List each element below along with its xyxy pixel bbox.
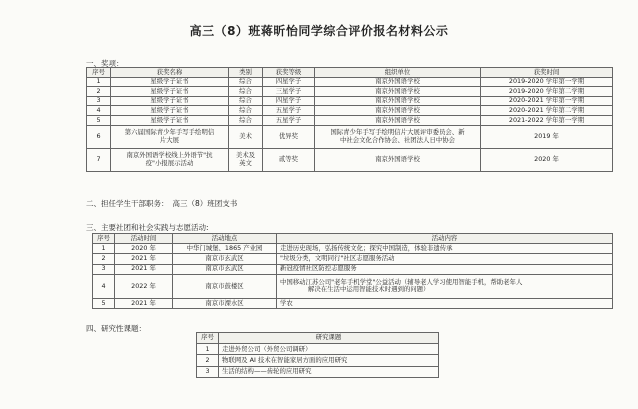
- activity-place: 中华门城堡、1865 产业园: [173, 244, 277, 254]
- cadre-value: 高三（8）班团支书: [172, 199, 238, 208]
- award-category-line: 英文: [239, 158, 252, 167]
- award-time: 2020 年: [481, 148, 613, 171]
- table-row: [197, 344, 439, 355]
- research-table: [196, 332, 439, 378]
- award-name: 星级学子证书: [111, 96, 229, 106]
- activity-content: "垃圾分类，文明同行"社区志愿服务活动: [277, 254, 613, 264]
- research-topic: 生活的结构——齿轮的应用研究: [219, 366, 439, 377]
- col-header: 序号: [87, 68, 111, 78]
- col-header: 研究课题: [219, 333, 439, 344]
- table-row: [87, 115, 613, 125]
- col-header: 组织单位: [315, 68, 481, 78]
- award-no: 3: [87, 96, 111, 106]
- research-no: 2: [197, 355, 219, 366]
- award-no: 1: [87, 77, 111, 87]
- table-row: [93, 298, 613, 308]
- award-level: 四星学子: [263, 96, 315, 106]
- award-time: 2019 年: [481, 125, 613, 148]
- award-time: 2019-2020 学年第一学期: [481, 77, 613, 87]
- table-row: [197, 355, 439, 366]
- research-no: 1: [197, 344, 219, 355]
- award-level: 五星学子: [263, 106, 315, 116]
- award-level: 三星学子: [263, 87, 315, 97]
- award-org: 南京外国语学校: [315, 77, 481, 87]
- activities-table: [92, 233, 613, 309]
- award-org-line: 中社会文化合作协会、社团法人日中协会: [339, 135, 456, 144]
- activity-place: 南京市玄武区: [173, 264, 277, 274]
- table-row: [93, 254, 613, 264]
- award-name: 星级学子证书: [111, 115, 229, 125]
- award-name: 星级学子证书: [111, 106, 229, 116]
- award-level: 优异奖: [263, 125, 315, 148]
- award-no: 6: [87, 125, 111, 148]
- table-row: [87, 125, 613, 148]
- award-category: 综合: [229, 106, 263, 116]
- award-name-line: 疫"小报展示活动: [145, 158, 194, 167]
- activity-content-line: 中国移动江苏公司"老年手机学堂"公益活动（辅导老人学习使用智能手机，帮助老年人: [280, 277, 523, 286]
- col-header: 获奖名称: [111, 68, 229, 78]
- research-heading: 四、研究性课题：: [86, 324, 146, 333]
- table-row: [93, 264, 613, 274]
- research-topic: 物联网及 AI 技术在智能家居方面的应用研究: [219, 355, 439, 366]
- award-level: 贰等奖: [263, 148, 315, 171]
- activity-time: 2022 年: [115, 274, 173, 298]
- award-org: 南京外国语学校: [315, 115, 481, 125]
- award-no: 7: [87, 148, 111, 171]
- award-time: 2021-2022 学年第一学期: [481, 115, 613, 125]
- award-time: 2020-2021 学年第二学期: [481, 106, 613, 116]
- table-row: [87, 87, 613, 97]
- activity-content: 学农: [277, 298, 613, 308]
- award-level: 四星学子: [263, 77, 315, 87]
- table-row: [87, 96, 613, 106]
- award-category: 综合: [229, 87, 263, 97]
- col-header: 获奖等级: [263, 68, 315, 78]
- col-header: 活动内容: [277, 234, 613, 244]
- col-header: 活动地点: [173, 234, 277, 244]
- activity-time: 2021 年: [115, 264, 173, 274]
- award-org: 南京外国语学校: [315, 106, 481, 116]
- award-org: 南京外国语学校: [315, 87, 481, 97]
- cadre-line: [86, 198, 237, 209]
- award-time: 2020-2021 学年第一学期: [481, 96, 613, 106]
- award-no: 4: [87, 106, 111, 116]
- activity-place: 南京市鼓楼区: [173, 274, 277, 298]
- table-row: [197, 366, 439, 377]
- cadre-heading: 二、担任学生干部职务：: [86, 199, 169, 208]
- awards-heading: 一、奖项：: [86, 59, 124, 68]
- activity-no: 4: [93, 274, 115, 298]
- table-row: [87, 106, 613, 116]
- col-header: 类别: [229, 68, 263, 78]
- awards-table: [86, 67, 613, 172]
- col-header: 活动时间: [115, 234, 173, 244]
- activities-header-row: [93, 234, 613, 244]
- activities-heading: 三、主要社团和社会实践与志愿活动:: [86, 223, 209, 232]
- page-title: 高三（8）班蒋昕怡同学综合评价报名材料公示: [189, 24, 449, 38]
- activity-no: 5: [93, 298, 115, 308]
- award-no: 5: [87, 115, 111, 125]
- award-name: 星级学子证书: [111, 87, 229, 97]
- table-row: [87, 77, 613, 87]
- award-name-line: 南京外国语学校线上外语节"抗: [126, 151, 213, 160]
- col-header: 序号: [93, 234, 115, 244]
- award-org: 南京外国语学校: [315, 148, 481, 171]
- research-header-row: [197, 333, 439, 344]
- table-row: [93, 274, 613, 298]
- award-category: 综合: [229, 77, 263, 87]
- award-category: 综合: [229, 96, 263, 106]
- activity-time: 2020 年: [115, 244, 173, 254]
- table-row: [87, 148, 613, 171]
- award-category: 综合: [229, 115, 263, 125]
- activity-content: 走进历史现场，弘扬传统文化；探究中国制造，体验非遗传承: [277, 244, 613, 254]
- award-name: 星级学子证书: [111, 77, 229, 87]
- award-category: [229, 148, 263, 171]
- activity-content: [277, 274, 613, 298]
- activity-time: 2021 年: [115, 298, 173, 308]
- award-name: [111, 148, 229, 171]
- table-row: [93, 244, 613, 254]
- col-header: 获奖时间: [481, 68, 613, 78]
- research-topic: 走进外贸公司（外贸公司调研）: [219, 344, 439, 355]
- award-org: [315, 125, 481, 148]
- activity-place: 南京市溧水区: [173, 298, 277, 308]
- award-name-line: 第六届国际青少年手写手绘明信: [124, 128, 215, 137]
- activity-place: 南京市玄武区: [173, 254, 277, 264]
- award-category-line: 美术及: [235, 151, 256, 160]
- activity-content-line: 解决在生活中运用智能技术时遇到的问题）: [308, 285, 430, 294]
- activity-time: 2021 年: [115, 254, 173, 264]
- award-level: 五星学子: [263, 115, 315, 125]
- activity-no: 2: [93, 254, 115, 264]
- activity-no: 3: [93, 264, 115, 274]
- award-org: 南京外国语学校: [315, 96, 481, 106]
- col-header: 序号: [197, 333, 219, 344]
- research-no: 3: [197, 366, 219, 377]
- activity-no: 1: [93, 244, 115, 254]
- award-no: 2: [87, 87, 111, 97]
- awards-header-row: [87, 68, 613, 78]
- award-category: 美术: [229, 125, 263, 148]
- activity-content: 新冠疫情社区防控志愿服务: [277, 264, 613, 274]
- award-time: 2019-2020 学年第二学期: [481, 87, 613, 97]
- award-name: [111, 125, 229, 148]
- award-org-line: 国际青少年手写手绘明信片大展评审委员会、新: [330, 128, 465, 137]
- award-name-line: 片大展: [159, 135, 180, 144]
